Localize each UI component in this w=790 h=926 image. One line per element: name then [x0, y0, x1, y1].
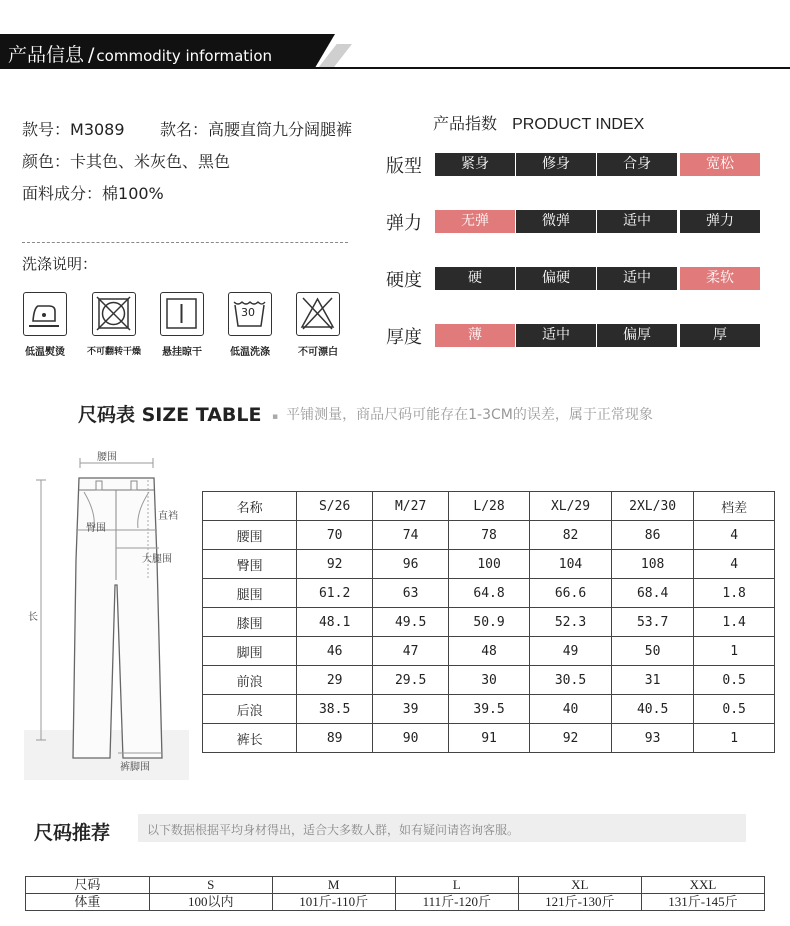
- table-row: [203, 608, 775, 637]
- diagram-rise-label: 直裆: [158, 511, 178, 522]
- table-cell: 63: [373, 579, 449, 608]
- table-cell: 82: [530, 521, 612, 550]
- table-cell: 1.4: [694, 608, 775, 637]
- table-cell: 体重: [26, 894, 150, 911]
- size-table-title: 尺码表 SIZE TABLE: [78, 404, 262, 426]
- washing-title: 洗涤说明：: [22, 255, 98, 273]
- table-cell: 1.8: [694, 579, 775, 608]
- index-chip: 偏硬: [516, 267, 596, 290]
- header-separator: /: [88, 44, 95, 66]
- index-chip: 无弹: [435, 210, 515, 233]
- no-bleach-icon: [296, 292, 340, 336]
- table-cell: 48: [449, 637, 530, 666]
- wash-label: 不可翻转干燥: [86, 347, 141, 357]
- hang-dry-icon: [160, 292, 204, 336]
- table-row: [203, 637, 775, 666]
- table-cell: 后浪: [203, 695, 297, 724]
- index-chip: 弹力: [680, 210, 760, 233]
- table-cell: 131斤-145斤: [641, 894, 764, 911]
- table-cell: 92: [297, 550, 373, 579]
- table-cell: 52.3: [530, 608, 612, 637]
- pants-drawing: [24, 440, 189, 780]
- diagram-waist-label: 腰围: [97, 452, 117, 463]
- index-chip: 宽松: [680, 153, 760, 176]
- style-name-value: 高腰直筒九分阔腿裤: [208, 120, 353, 139]
- table-cell: 31: [612, 666, 694, 695]
- table-row: [203, 579, 775, 608]
- table-cell: 4: [694, 550, 775, 579]
- table-cell: 29.5: [373, 666, 449, 695]
- table-cell: 46: [297, 637, 373, 666]
- table-cell: XXL: [641, 877, 764, 894]
- style-name-label: 款名：: [160, 120, 209, 139]
- index-title: [433, 111, 644, 134]
- index-chip: 适中: [597, 267, 677, 290]
- table-cell: 48.1: [297, 608, 373, 637]
- diagram-length-label: 长: [28, 612, 38, 623]
- color-line: [22, 149, 230, 172]
- color-value: 卡其色、米灰色、黑色: [70, 152, 231, 171]
- index-chip: 紧身: [435, 153, 515, 176]
- index-chip: 厚: [680, 324, 760, 347]
- table-row: [203, 695, 775, 724]
- index-row-label: 硬度: [386, 270, 422, 291]
- table-cell: 50: [612, 637, 694, 666]
- color-label: 颜色：: [22, 152, 71, 171]
- table-cell: 0.5: [694, 666, 775, 695]
- table-cell: 100: [449, 550, 530, 579]
- table-cell: 1: [694, 637, 775, 666]
- table-cell: L: [395, 877, 518, 894]
- index-chip: 合身: [597, 153, 677, 176]
- recommend-note: 以下数据根据平均身材得出，适合大多数人群，如有疑问请咨询客服。: [147, 823, 520, 837]
- table-cell: 78: [449, 521, 530, 550]
- wash-temp: 30: [241, 306, 255, 319]
- table-cell: 尺码: [26, 877, 150, 894]
- table-cell: 49.5: [373, 608, 449, 637]
- index-chip: 适中: [597, 210, 677, 233]
- table-cell: L/28: [449, 492, 530, 521]
- style-number-line: [22, 117, 125, 140]
- index-title-cn: 产品指数: [433, 114, 498, 133]
- table-cell: 90: [373, 724, 449, 753]
- table-cell: 前浪: [203, 666, 297, 695]
- table-cell: 腰围: [203, 521, 297, 550]
- header-title-cn: 产品信息: [8, 44, 85, 66]
- table-cell: 30: [449, 666, 530, 695]
- table-row: [203, 666, 775, 695]
- wash-label: 悬挂晾干: [162, 347, 202, 358]
- table-cell: 70: [297, 521, 373, 550]
- diagram-hip-label: 臀围: [86, 523, 106, 534]
- table-cell: 39: [373, 695, 449, 724]
- table-cell: 39.5: [449, 695, 530, 724]
- no-tumble-dry-icon: [92, 292, 136, 336]
- table-cell: 68.4: [612, 579, 694, 608]
- wash-label: 不可漂白: [298, 347, 338, 358]
- index-row-label: 版型: [386, 156, 422, 177]
- table-cell: 臀围: [203, 550, 297, 579]
- table-cell: 111斤-120斤: [395, 894, 518, 911]
- table-cell: 66.6: [530, 579, 612, 608]
- wash-30-icon: [228, 292, 272, 336]
- index-title-en: PRODUCT INDEX: [512, 116, 645, 133]
- table-cell: 50.9: [449, 608, 530, 637]
- index-chip: 修身: [516, 153, 596, 176]
- style-no-label: 款号：: [22, 120, 71, 139]
- table-cell: 108: [612, 550, 694, 579]
- table-cell: 2XL/30: [612, 492, 694, 521]
- table-cell: 121斤-130斤: [518, 894, 641, 911]
- table-cell: 92: [530, 724, 612, 753]
- size-note-text: 平铺测量，商品尺码可能存在1-3CM的误差，属于正常现象: [286, 407, 653, 423]
- index-chip: 微弹: [516, 210, 596, 233]
- recommend-weight-row: [26, 894, 765, 911]
- size-table: [202, 491, 775, 753]
- table-cell: 49: [530, 637, 612, 666]
- table-cell: 89: [297, 724, 373, 753]
- table-cell: 0.5: [694, 695, 775, 724]
- table-cell: 91: [449, 724, 530, 753]
- diagram-thigh-label: 大腿围: [142, 554, 172, 565]
- recommend-table: [25, 876, 765, 911]
- index-chip: 硬: [435, 267, 515, 290]
- wash-label: 低温洗涤: [230, 347, 270, 358]
- style-no-value: M3089: [70, 120, 125, 139]
- header-subtitle: commodity information: [96, 47, 273, 65]
- index-chip: 柔软: [680, 267, 760, 290]
- size-table-header: [203, 492, 775, 521]
- index-chip: 适中: [516, 324, 596, 347]
- wash-label: 低温熨烫: [25, 347, 65, 358]
- table-row: [203, 521, 775, 550]
- table-cell: 38.5: [297, 695, 373, 724]
- table-cell: M: [272, 877, 395, 894]
- table-cell: 61.2: [297, 579, 373, 608]
- table-cell: M/27: [373, 492, 449, 521]
- table-cell: 74: [373, 521, 449, 550]
- table-cell: 裤长: [203, 724, 297, 753]
- table-cell: 脚围: [203, 637, 297, 666]
- table-cell: 40.5: [612, 695, 694, 724]
- pants-diagram: [24, 440, 189, 780]
- diagram-hem-label: 裤脚围: [120, 762, 150, 773]
- table-cell: 膝围: [203, 608, 297, 637]
- index-row-label: 弹力: [386, 213, 422, 234]
- recommend-size-row: [26, 877, 765, 894]
- table-cell: 1: [694, 724, 775, 753]
- table-cell: S/26: [297, 492, 373, 521]
- header-title: [8, 40, 272, 67]
- divider: [22, 242, 348, 243]
- iron-low-icon: [23, 292, 67, 336]
- recommend-title: 尺码推荐: [34, 822, 111, 844]
- table-cell: 29: [297, 666, 373, 695]
- table-cell: 96: [373, 550, 449, 579]
- table-cell: XL: [518, 877, 641, 894]
- table-row: [203, 724, 775, 753]
- table-row: [203, 550, 775, 579]
- table-cell: 档差: [694, 492, 775, 521]
- table-cell: 104: [530, 550, 612, 579]
- table-cell: 101斤-110斤: [272, 894, 395, 911]
- table-cell: 100以内: [149, 894, 272, 911]
- table-cell: XL/29: [530, 492, 612, 521]
- note-bullet: ▪: [272, 412, 279, 422]
- style-name-line: [160, 117, 352, 140]
- table-cell: 名称: [203, 492, 297, 521]
- fabric-label: 面料成分：: [22, 184, 103, 203]
- index-chip: 偏厚: [597, 324, 677, 347]
- table-cell: S: [149, 877, 272, 894]
- table-cell: 53.7: [612, 608, 694, 637]
- table-cell: 86: [612, 521, 694, 550]
- table-cell: 93: [612, 724, 694, 753]
- fabric-value: 棉100%: [102, 184, 164, 203]
- table-cell: 4: [694, 521, 775, 550]
- header-underline: [0, 67, 790, 69]
- table-cell: 47: [373, 637, 449, 666]
- table-cell: 40: [530, 695, 612, 724]
- table-cell: 30.5: [530, 666, 612, 695]
- table-cell: 64.8: [449, 579, 530, 608]
- table-cell: 腿围: [203, 579, 297, 608]
- fabric-line: [22, 181, 164, 204]
- index-chip: 薄: [435, 324, 515, 347]
- index-row-label: 厚度: [386, 327, 422, 348]
- size-table-note: [272, 404, 653, 424]
